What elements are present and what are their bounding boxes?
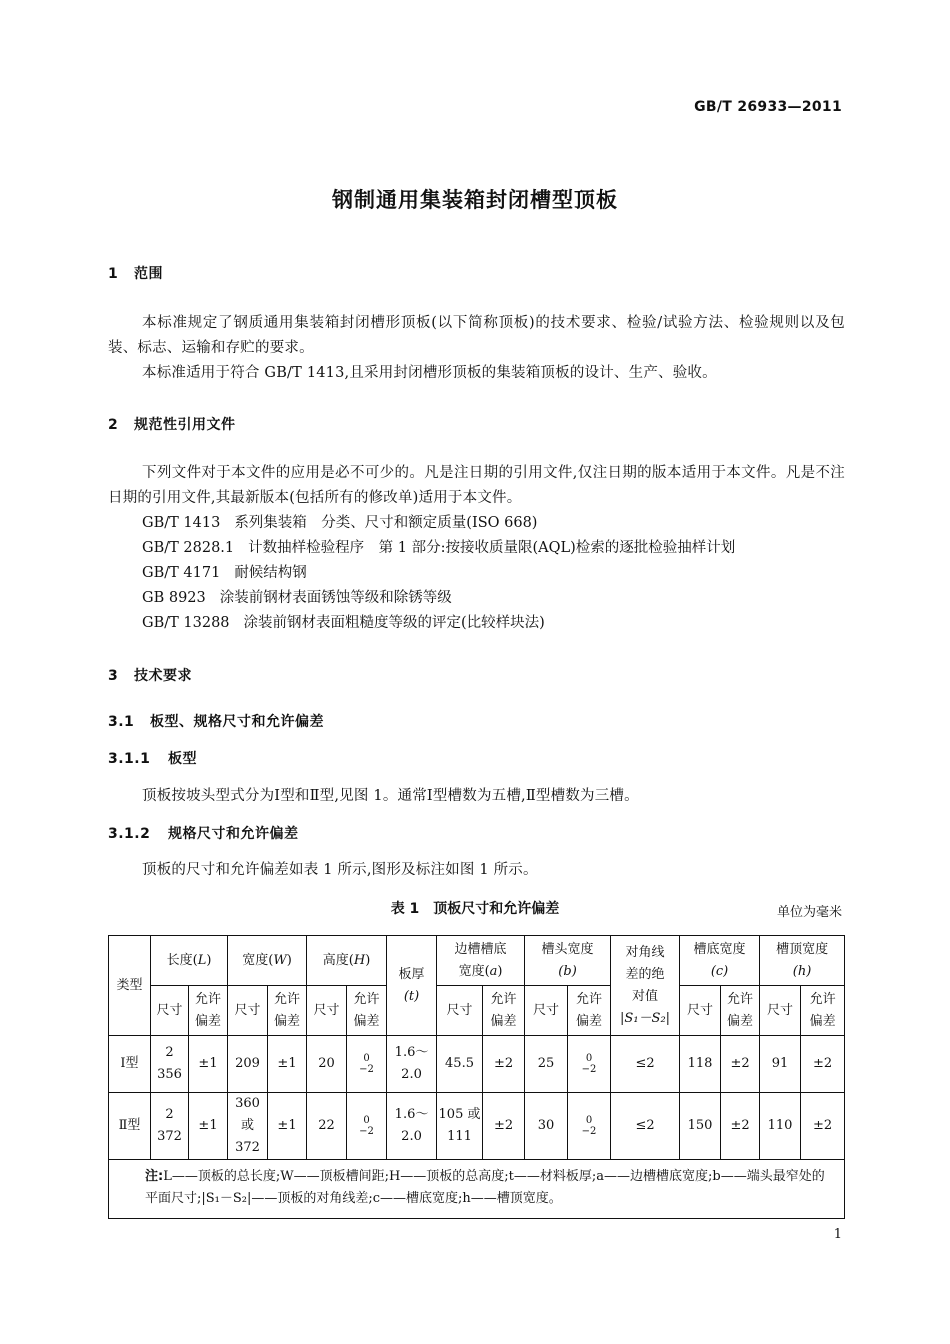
- reference-title: 涂装前钢材表面锈蚀等级和除锈等级: [219, 590, 452, 606]
- subheader-size: 尺寸: [760, 986, 801, 1036]
- paragraph: 本标准适用于符合 GB/T 1413,且采用封闭槽形顶板的集装箱顶板的设计、生产、验收。: [142, 365, 717, 381]
- section-3-1-heading: [108, 711, 324, 731]
- cell: ±1: [268, 1036, 307, 1093]
- cell: 91: [760, 1036, 801, 1093]
- header-thickness: 板厚 (t): [387, 936, 437, 1036]
- subheader-size: 尺寸: [525, 986, 568, 1036]
- reference-code: GB 8923: [142, 590, 206, 606]
- table-unit: 单位为毫米: [776, 905, 842, 920]
- reference-title: 涂装前钢材表面粗糙度等级的评定(比较样块法): [243, 615, 545, 631]
- section-title: 技术要求: [134, 668, 192, 684]
- section-number: 3.1: [108, 714, 135, 730]
- cell: 30: [525, 1093, 568, 1160]
- section-3-1-2-heading: [108, 823, 299, 843]
- reference-code: GB/T 2828.1: [142, 540, 235, 556]
- section-title: 板型、规格尺寸和允许偏差: [150, 714, 324, 730]
- section-number: 3.1.2: [108, 826, 151, 842]
- section-number: 3.1.1: [108, 751, 151, 767]
- standard-number: GB/T 26933—2011: [694, 99, 842, 115]
- cell: 45.5: [437, 1036, 483, 1093]
- document-title: 钢制通用集装箱封闭槽型顶板: [332, 188, 618, 212]
- reference-item: [142, 536, 735, 561]
- table-row: [109, 1036, 845, 1093]
- subheader-size: 尺寸: [307, 986, 347, 1036]
- subheader-tolerance: 允许 偏差: [189, 986, 228, 1036]
- paragraph: 本标准规定了钢质通用集装箱封闭槽形顶板(以下简称顶板)的技术要求、检验/试验方法、检验规则以及包装、标志、运输和存贮的要求。: [108, 315, 845, 356]
- cell: 2 372: [151, 1093, 189, 1160]
- header-diagonal-difference: 对角线 差的绝 对值 |S₁－S₂|: [611, 936, 680, 1036]
- cell: ±2: [483, 1036, 525, 1093]
- cell: 110: [760, 1093, 801, 1160]
- reference-code: GB/T 13288: [142, 615, 230, 631]
- section-3-1-1-heading: [108, 748, 197, 768]
- reference-item: [142, 611, 545, 636]
- cell: 1.6～ 2.0: [387, 1036, 437, 1093]
- cell: 20: [307, 1036, 347, 1093]
- cell: 0 −2: [347, 1036, 387, 1093]
- subheader-size: 尺寸: [680, 986, 721, 1036]
- section-number: 2: [108, 417, 119, 433]
- header-height: 高度(H): [307, 936, 387, 986]
- cell: 105 或 111: [437, 1093, 483, 1160]
- header-groove-bottom-width: 槽底宽度 (c): [680, 936, 760, 986]
- section-title: 规格尺寸和允许偏差: [168, 826, 299, 842]
- cell: 150: [680, 1093, 721, 1160]
- cell: ≤2: [611, 1093, 680, 1160]
- header-groove-head-width: 槽头宽度 (b): [525, 936, 611, 986]
- reference-code: GB/T 4171: [142, 565, 221, 581]
- cell: 25: [525, 1036, 568, 1093]
- section-title: 范围: [134, 266, 163, 282]
- cell: 360 或 372: [228, 1093, 268, 1160]
- reference-item: [142, 561, 307, 586]
- cell-type: Ⅰ型: [109, 1036, 151, 1093]
- cell: ±2: [721, 1093, 760, 1160]
- note-label: 注:: [145, 1169, 164, 1184]
- subheader-tolerance: 允许 偏差: [721, 986, 760, 1036]
- reference-title: 系列集装箱 分类、尺寸和额定质量(ISO 668): [234, 515, 538, 531]
- table-subheader-row: [109, 986, 845, 1036]
- header-edge-groove-width: 边槽槽底 宽度(a): [437, 936, 525, 986]
- dimensions-table: [108, 935, 845, 1219]
- subheader-tolerance: 允许 偏差: [568, 986, 611, 1036]
- reference-item: [142, 586, 452, 611]
- cell: 0 −2: [568, 1093, 611, 1160]
- cell: 209: [228, 1036, 268, 1093]
- header-width: 宽度(W): [228, 936, 307, 986]
- subheader-size: 尺寸: [437, 986, 483, 1036]
- paragraph: 顶板按坡头型式分为Ⅰ型和Ⅱ型,见图 1。通常Ⅰ型槽数为五槽,Ⅱ型槽数为三槽。: [142, 788, 639, 804]
- table-header-row: [109, 936, 845, 986]
- cell: 2 356: [151, 1036, 189, 1093]
- section-number: 3: [108, 668, 119, 684]
- cell: ±2: [483, 1093, 525, 1160]
- cell: ±2: [721, 1036, 760, 1093]
- section-number: 1: [108, 266, 119, 282]
- cell: ±1: [189, 1036, 228, 1093]
- section-3-heading: [108, 665, 192, 685]
- cell: ≤2: [611, 1036, 680, 1093]
- section-title: 规范性引用文件: [134, 417, 236, 433]
- subheader-tolerance: 允许 偏差: [268, 986, 307, 1036]
- cell: ±2: [801, 1036, 845, 1093]
- reference-title: 计数抽样检验程序 第 1 部分:按接收质量限(AQL)检索的逐批检验抽样计划: [248, 540, 736, 556]
- subheader-size: 尺寸: [151, 986, 189, 1036]
- reference-code: GB/T 1413: [142, 515, 221, 531]
- cell: 22: [307, 1093, 347, 1160]
- header-groove-top-width: 槽顶宽度 (h): [760, 936, 845, 986]
- cell: 118: [680, 1036, 721, 1093]
- page-number: 1: [833, 1227, 842, 1242]
- header-type: 类型: [109, 936, 151, 1036]
- table-note: [109, 1160, 845, 1219]
- paragraph: 下列文件对于本文件的应用是必不可少的。凡是注日期的引用文件,仅注日期的版本适用于本文件。凡是不注日期的引用文件,其最新版本(包括所有的修改单)适用于本文件。: [108, 465, 845, 506]
- cell: 0 −2: [568, 1036, 611, 1093]
- table-row: [109, 1093, 845, 1160]
- cell-type: Ⅱ型: [109, 1093, 151, 1160]
- cell: ±1: [268, 1093, 307, 1160]
- cell: 1.6～ 2.0: [387, 1093, 437, 1160]
- reference-item: [142, 511, 537, 536]
- cell: 0 −2: [347, 1093, 387, 1160]
- subheader-tolerance: 允许 偏差: [801, 986, 845, 1036]
- cell: ±1: [189, 1093, 228, 1160]
- header-length: 长度(L): [151, 936, 228, 986]
- section-2-heading: [108, 414, 236, 434]
- paragraph: 顶板的尺寸和允许偏差如表 1 所示,图形及标注如图 1 所示。: [142, 862, 538, 878]
- subheader-tolerance: 允许 偏差: [483, 986, 525, 1036]
- section-title: 板型: [168, 751, 197, 767]
- subheader-tolerance: 允许 偏差: [347, 986, 387, 1036]
- reference-title: 耐候结构钢: [234, 565, 307, 581]
- table-note-row: [109, 1160, 845, 1219]
- subheader-size: 尺寸: [228, 986, 268, 1036]
- note-text: L——顶板的总长度;W——顶板槽间距;H——顶板的总高度;t——材料板厚;a——边槽槽底宽度;b——端头最窄处的平面尺寸;|S₁－S₂|——顶板的对角线差;c——槽底宽度;h——槽顶宽度。: [145, 1169, 825, 1206]
- table-caption: 表 1 顶板尺寸和允许偏差: [390, 901, 560, 917]
- section-1-heading: [108, 263, 163, 283]
- cell: ±2: [801, 1093, 845, 1160]
